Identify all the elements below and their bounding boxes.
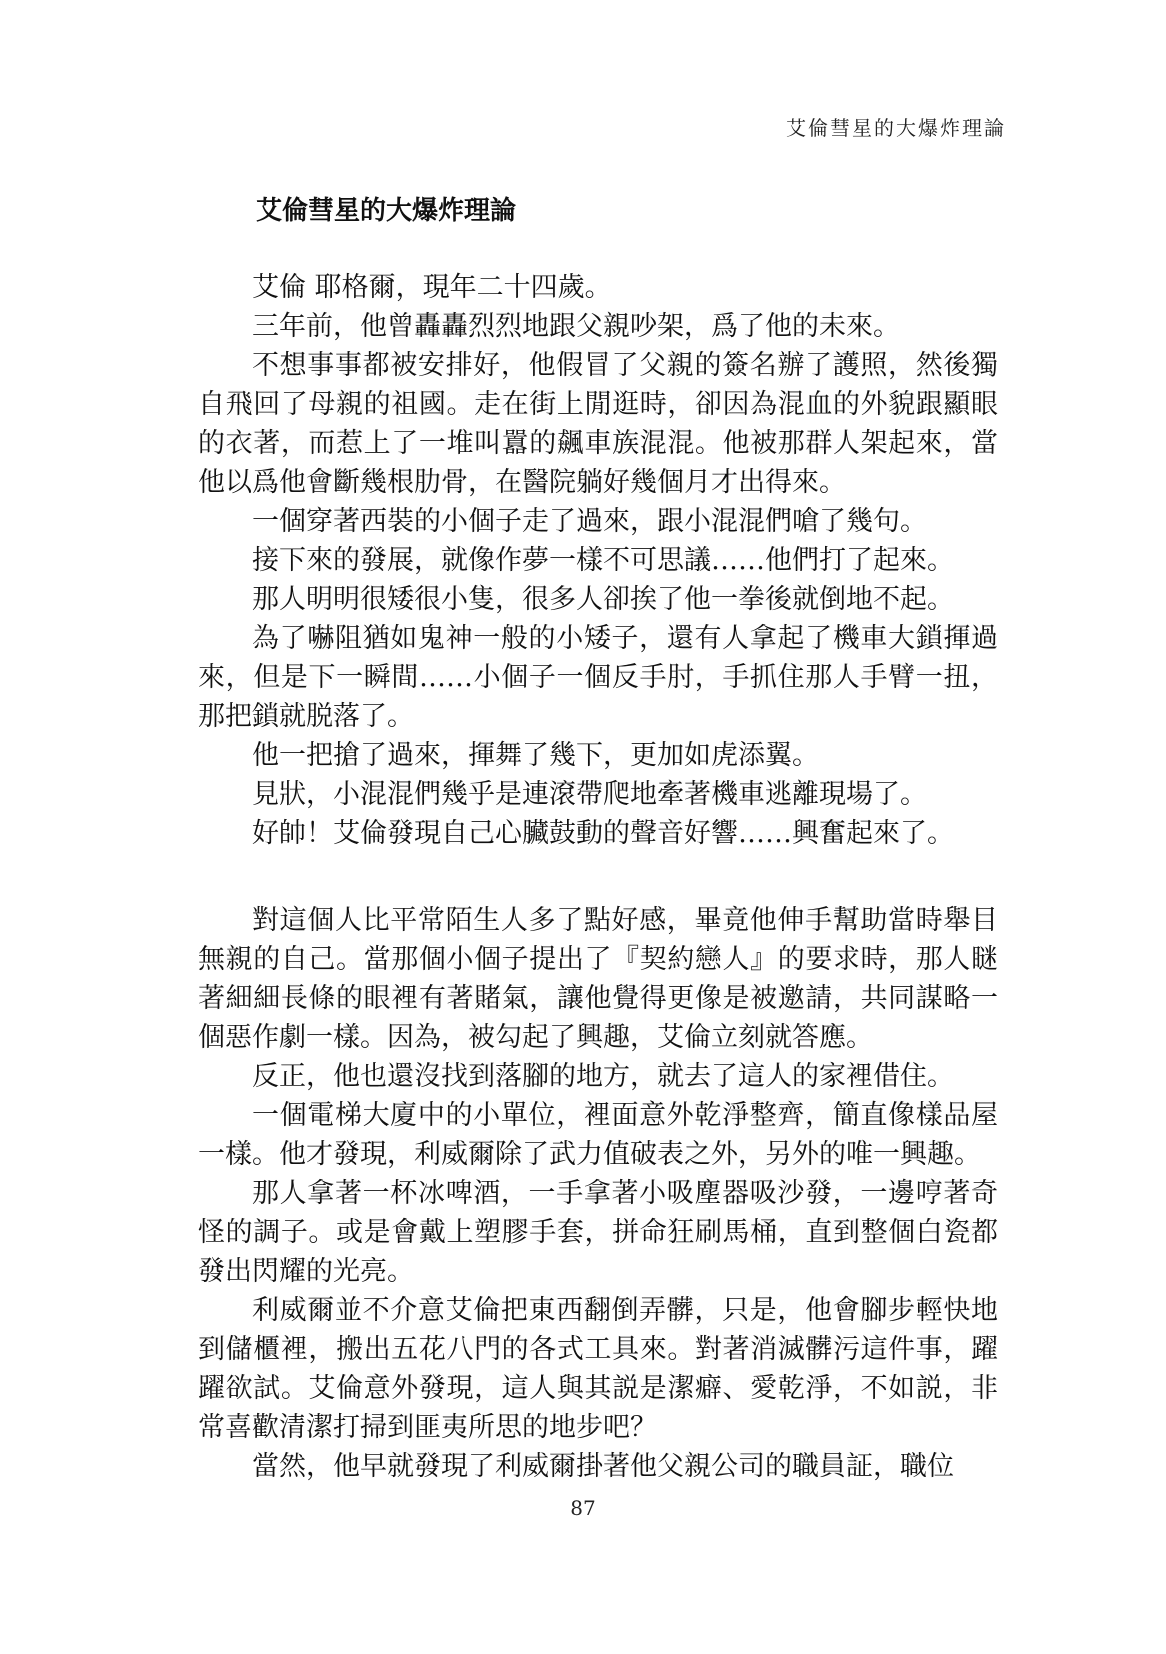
paragraph: 反正，他也還沒找到落腳的地方，就去了這人的家裡借住。 (252, 1061, 954, 1092)
running-header: 艾倫彗星的大爆炸理論 (786, 116, 1006, 140)
paragraph: 一個電梯大廈中的小單位，裡面意外乾淨整齊，簡直像樣品屋一樣。他才發現，利威爾除了武力值破表之外，另外的唯一興趣。 (198, 1100, 998, 1170)
paragraph: 接下來的發展，就像作夢一樣不可思議……他們打了起來。 (252, 545, 954, 576)
paragraph: 不想事事都被安排好，他假冒了父親的簽名辦了護照，然後獨自飛回了母親的祖國。走在街上閒逛時，卻因為混血的外貌跟顯眼的衣著，而惹上了一堆叫囂的飆車族混混。他被那群人架起來，當他以爲他會斷幾根肋骨，在醫院躺好幾個月才出得來。 (198, 350, 998, 498)
paragraph: 當然，他早就發現了利威爾掛著他父親公司的職員証，職位 (252, 1451, 954, 1482)
body-text (198, 268, 998, 1486)
paragraph: 利威爾並不介意艾倫把東西翻倒弄髒，只是，他會腳步輕快地到儲櫃裡，搬出五花八門的各式工具來。對著消滅髒污這件事，躍躍欲試。艾倫意外發現，這人與其説是潔癖、愛乾淨，不如説，非常喜歡清潔打掃到匪夷所思的地步吧？ (198, 1295, 998, 1443)
paragraph: 一個穿著西裝的小個子走了過來，跟小混混們嗆了幾句。 (252, 506, 927, 537)
paragraph: 三年前，他曾轟轟烈烈地跟父親吵架，爲了他的未來。 (252, 311, 900, 342)
section-break (198, 853, 998, 901)
paragraph: 見狀，小混混們幾乎是連滾帶爬地牽著機車逃離現場了。 (252, 779, 927, 810)
paragraph: 對這個人比平常陌生人多了點好感，畢竟他伸手幫助當時舉目無親的自己。當那個小個子提出了『契約戀人』的要求時，那人瞇著細細長條的眼裡有著賭氣，讓他覺得更像是被邀請，共同謀略一個惡作劇一樣。因為，被勾起了興趣，艾倫立刻就答應。 (198, 905, 998, 1053)
paragraph: 那人拿著一杯冰啤酒，一手拿著小吸塵器吸沙發，一邊哼著奇怪的調子。或是會戴上塑膠手套，拼命狂刷馬桶，直到整個白瓷都發出閃耀的光亮。 (198, 1178, 998, 1287)
chapter-title: 艾倫彗星的大爆炸理論 (256, 196, 517, 226)
paragraph: 那人明明很矮很小隻，很多人卻挨了他一拳後就倒地不起。 (252, 584, 954, 615)
paragraph: 他一把搶了過來，揮舞了幾下，更加如虎添翼。 (252, 740, 819, 771)
paragraph: 好帥！艾倫發現自己心臟鼓動的聲音好響……興奮起來了。 (252, 818, 954, 849)
page-number: 87 (570, 1496, 596, 1520)
paragraph: 為了嚇阻猶如鬼神一般的小矮子，還有人拿起了機車大鎖揮過來，但是下一瞬間……小個子一個反手肘，手抓住那人手臂一扭，那把鎖就脱落了。 (198, 623, 998, 732)
paragraph: 艾倫 耶格爾，現年二十四歲。 (252, 272, 612, 303)
